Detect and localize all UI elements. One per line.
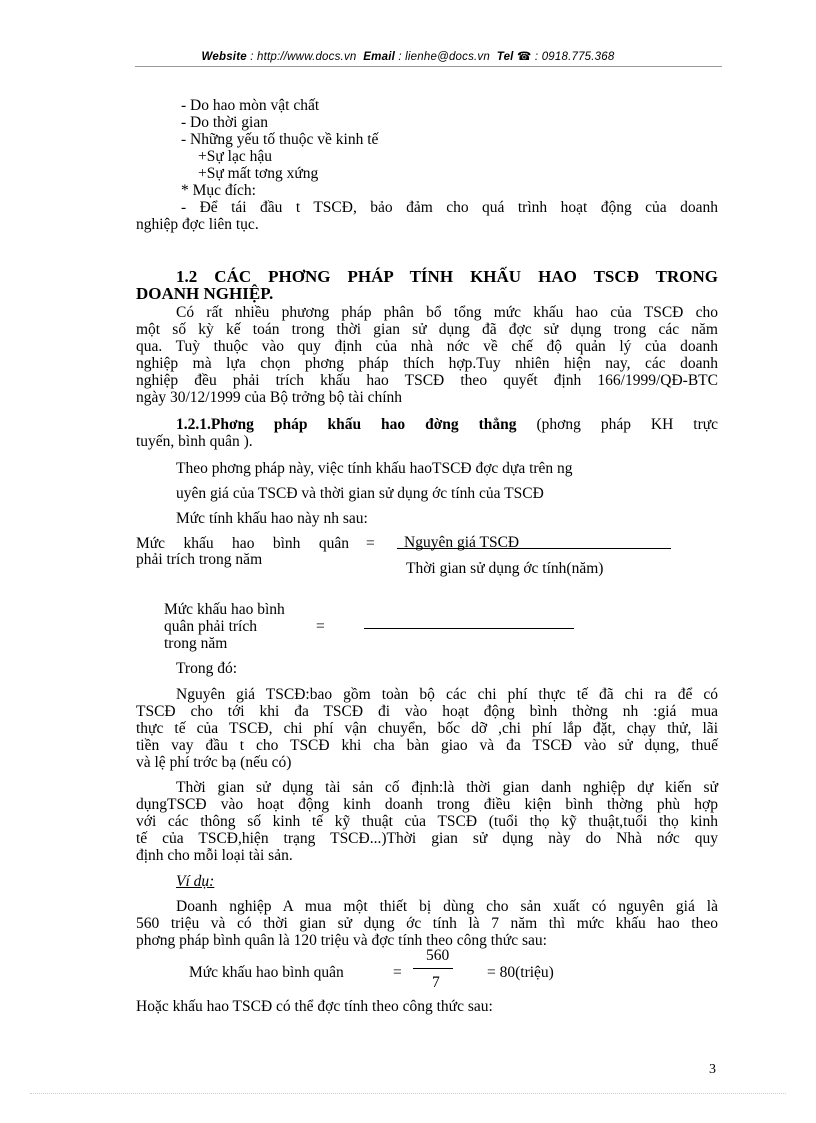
tel-label: Tel	[496, 51, 514, 63]
page-header: Website : http://www.docs.vn Email : lienhe@docs.vn Tel ☎ : 0918.775.368	[201, 51, 615, 63]
footer-rule	[30, 1093, 786, 1094]
section-heading: DOANH NGHIỆP.	[136, 284, 274, 303]
formula-equals: =	[366, 535, 375, 552]
page-number: 3	[709, 1062, 716, 1077]
definition-line: định cho mỗi loại tài sản.	[136, 847, 293, 864]
list-subitem: +Sự mất tơng xứng	[198, 165, 319, 182]
header-rule	[135, 66, 722, 67]
list-item: - Những yếu tố thuộc về kinh tế	[181, 131, 379, 148]
subsection-title: tuyến, bình quân ).	[136, 433, 253, 450]
website-label: Website	[201, 51, 247, 63]
example-result: = 80(triệu)	[487, 964, 554, 981]
example-line: 560 triệu và có thời gian sử dụng ớc tính là 7 năm thì mức khấu hao theo	[136, 915, 718, 932]
example-formula-label: Mức khấu hao bình quân	[189, 964, 344, 981]
intro-line: nghiệp đều phải trích khấu hao TSCĐ theo quyết định 166/1999/QĐ-BTC	[136, 372, 718, 389]
method-line: uyên giá của TSCĐ và thời gian sử dụng ớc tính của TSCĐ	[176, 485, 544, 502]
closing-line: Hoặc khấu hao TSCĐ có thể đợc tính theo công thức sau:	[136, 998, 493, 1015]
section-heading: 1.2 CÁC PHƠNG PHÁP TÍNH KHẤU HAO TSCĐ TRONG	[176, 267, 718, 286]
example-numerator: 560	[426, 947, 450, 964]
example-equals: =	[393, 964, 402, 981]
where-label: Trong đó:	[176, 660, 238, 677]
intro-line: qua. Tuỳ thuộc vào quy định của nhà nớc về chế độ quản lý của doanh	[136, 338, 718, 355]
tel-number: 0918.775.368	[541, 51, 615, 63]
phone-icon: ☎	[516, 51, 532, 63]
list-item: - Do hao mòn vật chất	[181, 97, 320, 114]
method-line: Theo phơng pháp này, việc tính khấu haoTSCĐ đợc dựa trên ng	[176, 460, 573, 477]
intro-line: ngày 30/12/1999 của Bộ trởng bộ tài chính	[136, 389, 403, 406]
subsection-title	[176, 416, 718, 433]
formula-lhs: Mức khấu hao bình quân	[136, 535, 349, 552]
list-item: - Do thời gian	[181, 114, 268, 131]
formula-numerator: Nguyên giá TSCĐ	[404, 534, 520, 551]
purpose-text: nghiệp đợc liên tục.	[136, 216, 259, 233]
definition-line: tế của TSCĐ,hiện trạng TSCĐ...)Thời gian sử dụng này do Nhà nớc quy	[136, 830, 718, 847]
definition-line: Nguyên giá TSCĐ:bao gồm toàn bộ các chi phí thực tế đã chi ra để có	[176, 686, 718, 703]
formula-denominator: Thời gian sử dụng ớc tính(năm)	[406, 560, 604, 577]
subsection-title-bold: 1.2.1.Phơng pháp khấu hao đờng thẳng	[176, 416, 517, 433]
website-link[interactable]: http://www.docs.vn	[257, 51, 357, 63]
example-line: Doanh nghiệp A mua một thiết bị dùng cho sản xuất có nguyên giá là	[176, 898, 718, 915]
definition-line: dụngTSCĐ vào hoạt động kinh doanh trong điều kiện bình thờng phù hợp	[136, 796, 718, 813]
fraction-bar	[413, 968, 453, 969]
fraction-bar	[397, 548, 671, 549]
definition-line: và lệ phí trớc bạ (nếu có)	[136, 754, 292, 771]
email-link[interactable]: lienhe@docs.vn	[405, 51, 490, 63]
formula-lhs: phải trích trong năm	[136, 551, 263, 568]
method-line: Mức tính khấu hao này nh sau:	[176, 510, 368, 527]
email-label: Email	[363, 51, 395, 63]
list-subitem: +Sự lạc hậu	[198, 148, 272, 165]
fraction-bar	[364, 628, 574, 629]
intro-line: một số kỳ kế toán trong thời gian sử dụng đã đợc sử dụng trong các năm	[136, 321, 718, 338]
subsection-title-rest: (phơng pháp KH trực	[516, 416, 719, 433]
definition-line: TSCĐ cho tới khi đa TSCĐ đi vào hoạt động bình thờng nh :giá mua	[136, 703, 718, 720]
formula2-lhs: trong năm	[164, 635, 228, 652]
example-label: Ví dụ:	[176, 873, 215, 890]
example-line: phơng pháp bình quân là 120 triệu và đợc tính theo công thức sau:	[136, 932, 547, 949]
intro-line: Có rất nhiều phương pháp phân bổ tổng mức khấu hao của TSCĐ cho	[176, 304, 718, 321]
definition-line: thực tế của TSCĐ, chi phí vận chuyển, bốc dỡ ,chi phí lắp đặt, chạy thử, lãi	[136, 720, 718, 737]
formula2-lhs: Mức khấu hao bình	[164, 601, 285, 618]
definition-line: Thời gian sử dụng tài sản cố định:là thời gian danh nghiệp dự kiến sử	[176, 779, 718, 796]
formula2-lhs: quân phải trích	[164, 618, 257, 635]
example-denominator: 7	[432, 974, 440, 991]
formula2-equals: =	[316, 618, 325, 635]
intro-line: nghiệp mà lựa chọn phơng pháp thích hợp.Tuy nhiên hiện nay, các doanh	[136, 355, 718, 372]
purpose-label: * Mục đích:	[181, 182, 256, 199]
purpose-text: - Để tái đầu t TSCĐ, bảo đảm cho quá trình hoạt động của doanh	[181, 199, 718, 216]
definition-line: tiền vay đầu t cho TSCĐ khi cha bàn giao và đa TSCĐ vào sử dụng, thuế	[136, 737, 718, 754]
definition-line: với các thông số kinh tế kỹ thuật của TSCĐ (tuổi thọ kỹ thuật,tuổi thọ kinh	[136, 813, 718, 830]
